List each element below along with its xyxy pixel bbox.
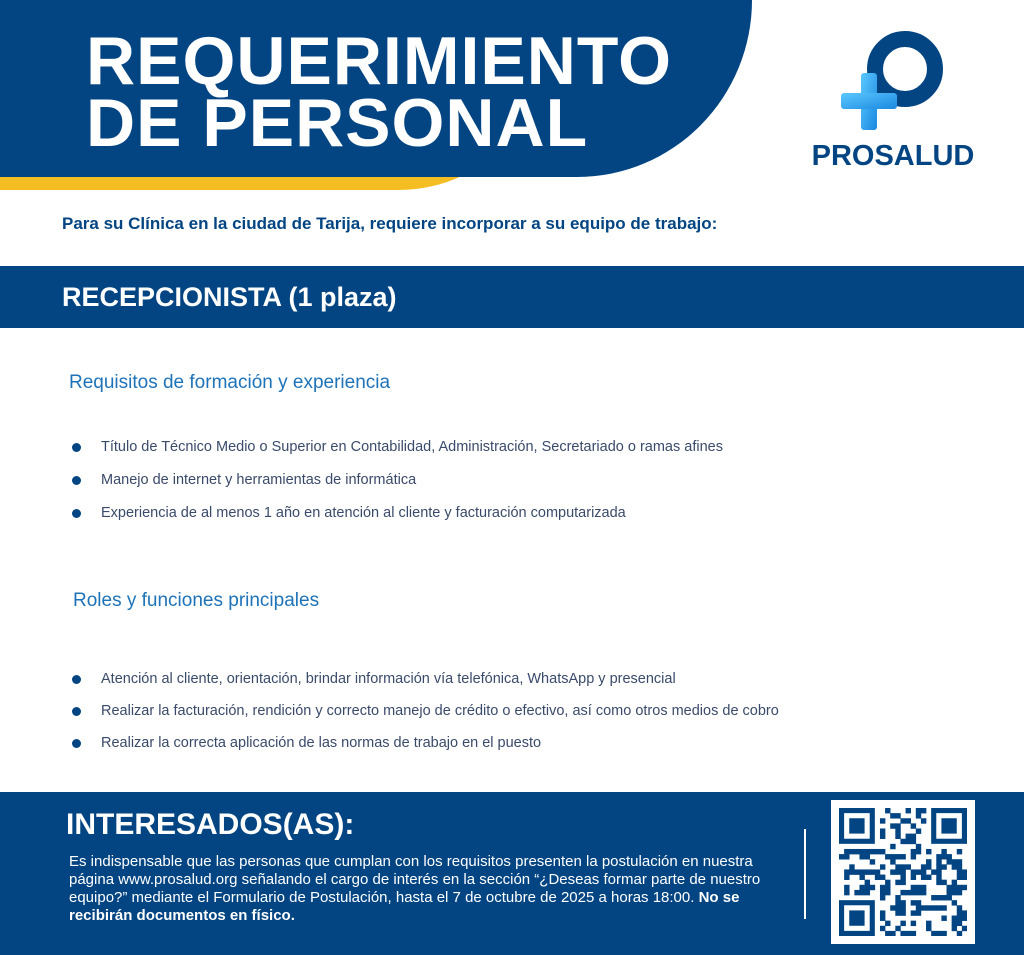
list-item-text: Realizar la correcta aplicación de las normas de trabajo en el puesto	[101, 735, 542, 751]
roles-list	[70, 669, 779, 765]
list-item	[70, 701, 779, 733]
prosalud-cross-logo-icon	[840, 30, 946, 136]
list-item	[70, 437, 723, 470]
qr-code[interactable]	[831, 800, 975, 944]
requirements-list	[70, 437, 723, 536]
bullet-icon	[72, 476, 81, 485]
bullet-icon	[72, 443, 81, 452]
list-item-text: Realizar la facturación, rendición y correcto manejo de crédito o efectivo, así como otros medios de cobro	[101, 703, 779, 719]
intro-text: Para su Clínica en la ciudad de Tarija, requiere incorporar a su equipo de trabajo:	[62, 214, 718, 233]
footer-banner	[0, 792, 1024, 955]
footer-divider	[804, 829, 806, 919]
list-item	[70, 470, 723, 503]
bullet-icon	[72, 675, 81, 684]
title-line-2: DE PERSONAL	[86, 85, 589, 161]
bullet-icon	[72, 739, 81, 748]
list-item-text: Manejo de internet y herramientas de informática	[101, 472, 417, 488]
list-item	[70, 503, 723, 536]
list-item-text: Atención al cliente, orientación, brindar información vía telefónica, WhatsApp y presencial	[101, 671, 676, 687]
list-item	[70, 669, 779, 701]
requirements-heading: Requisitos de formación y experiencia	[69, 372, 391, 393]
bullet-icon	[72, 707, 81, 716]
roles-heading: Roles y funciones principales	[73, 590, 320, 611]
bullet-icon	[72, 509, 81, 518]
footer-text	[69, 853, 799, 925]
list-item-text: Título de Técnico Medio o Superior en Contabilidad, Administración, Secretariado o ramas afines	[101, 439, 723, 455]
list-item	[70, 733, 779, 765]
logo-wordmark: PROSALUD	[811, 140, 975, 172]
title-line-1: REQUERIMIENTO	[86, 23, 673, 99]
footer-title: INTERESADOS(AS):	[66, 808, 355, 841]
position-title: RECEPCIONISTA (1 plaza)	[62, 282, 397, 312]
list-item-text: Experiencia de al menos 1 año en atención al cliente y facturación computarizada	[101, 505, 626, 521]
qr-code-icon	[839, 808, 967, 936]
footer-bold-note: No se recibirán documentos en físico.	[69, 889, 740, 924]
page-title	[86, 23, 706, 161]
application-instructions: Es indispensable que las personas que cumplan con los requisitos presenten la postulación en nuestra página www.prosalud.org señalando el cargo de interés en la sección “¿Deseas formar parte de nuestro equipo?” mediante el Formulario de Postulación, hasta el 7 de octubre de 2025 a horas 18:00.	[69, 853, 761, 906]
prosalud-logo	[808, 30, 978, 180]
position-banner	[0, 266, 1024, 328]
